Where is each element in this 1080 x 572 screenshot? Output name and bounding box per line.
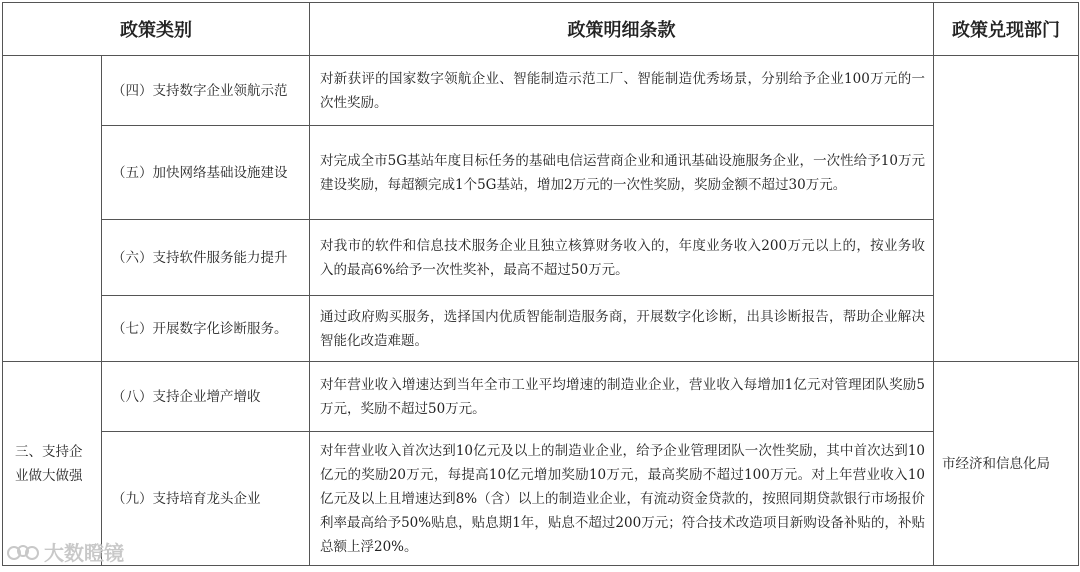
watermark — [6, 537, 124, 566]
table-row — [3, 296, 1079, 362]
header-policy-department: 政策兑现部门 — [934, 3, 1079, 56]
table-row — [3, 220, 1079, 296]
table-header-row — [3, 3, 1079, 56]
detail-cell: 通过政府购买服务，选择国内优质智能制造服务商，开展数字化诊断，出具诊断报告，帮助企业解决智能化改造难题。 — [310, 296, 934, 362]
category-cell: 三、支持企业做大做强 — [3, 362, 102, 566]
policy-table — [2, 2, 1079, 566]
subcategory-cell: （七）开展数字化诊断服务。 — [102, 296, 310, 362]
detail-cell: 对我市的软件和信息技术服务企业且独立核算财务收入的，年度业务收入200万元以上的，按业务收入的最高6%给予一次性奖补，最高不超过50万元。 — [310, 220, 934, 296]
table-row — [3, 126, 1079, 220]
detail-cell: 对完成全市5G基站年度目标任务的基础电信运营商企业和通讯基础设施服务企业，一次性给予10万元建设奖励，每超额完成1个5G基站，增加2万元的一次性奖励，奖励金额不超过30万元。 — [310, 126, 934, 220]
detail-cell: 对年营业收入增速达到当年全市工业平均增速的制造业企业，营业收入每增加1亿元对管理团队奖励5万元，奖励不超过50万元。 — [310, 362, 934, 432]
category-cell — [3, 56, 102, 362]
department-cell — [934, 56, 1079, 362]
table-row — [3, 56, 1079, 126]
detail-cell: 对新获评的国家数字领航企业、智能制造示范工厂、智能制造优秀场景，分别给予企业100万元的一次性奖励。 — [310, 56, 934, 126]
subcategory-cell: （九）支持培育龙头企业 — [102, 432, 310, 566]
subcategory-cell: （六）支持软件服务能力提升 — [102, 220, 310, 296]
table-row — [3, 432, 1079, 566]
department-cell: 市经济和信息化局 — [934, 362, 1079, 566]
subcategory-cell: （五）加快网络基础设施建设 — [102, 126, 310, 220]
detail-cell: 对年营业收入首次达到10亿元及以上的制造业企业，给予企业管理团队一次性奖励，其中首次达到10亿元的奖励20万元，每提高10亿元增加奖励10万元，最高奖励不超过100万元。对上年营业收入10亿元及以上且增速达到8%（含）以上的制造业企业，有流动资金贷款的，按照同期贷款银行市场报价利率最高给予50%贴息，贴息期1年，贴息不超过200万元；符合技术改造项目新购设备补贴的，补贴总额上浮20%。 — [310, 432, 934, 566]
watermark-logo-icon — [6, 541, 40, 563]
table-row — [3, 362, 1079, 432]
subcategory-cell: （四）支持数字企业领航示范 — [102, 56, 310, 126]
header-policy-category: 政策类别 — [3, 3, 310, 56]
subcategory-cell: （八）支持企业增产增收 — [102, 362, 310, 432]
header-policy-details: 政策明细条款 — [310, 3, 934, 56]
watermark-text: 大数瞪镜 — [44, 541, 124, 565]
